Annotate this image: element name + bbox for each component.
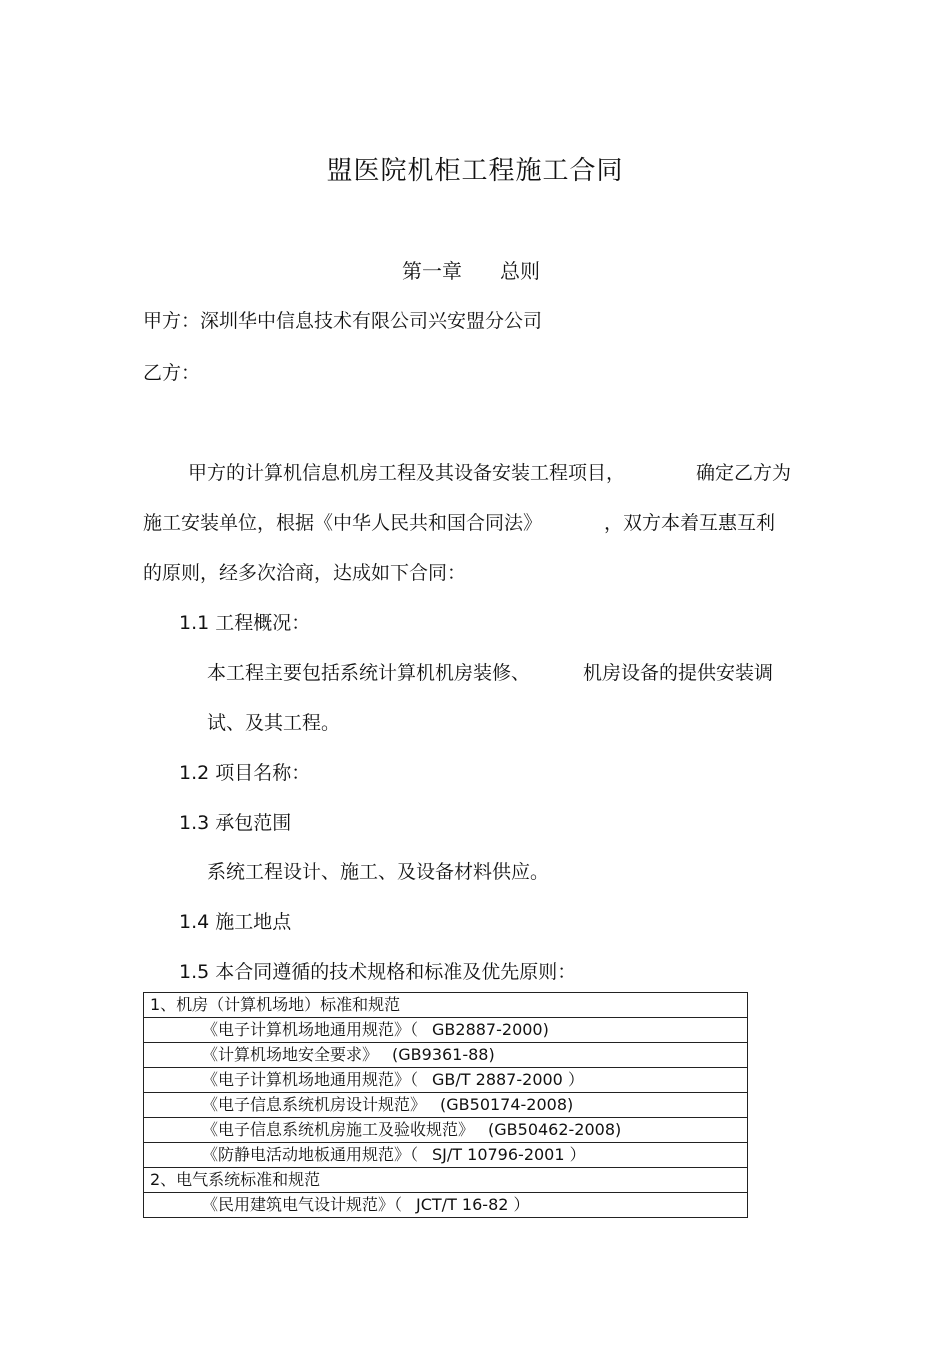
chapter-number: 第一章 <box>402 259 462 283</box>
table-group-row <box>144 1168 748 1193</box>
chapter-heading <box>402 255 540 284</box>
standard-name: 《电子计算机场地通用规范》（ <box>202 1070 419 1089</box>
section-1-5: 1.5 本合同遵循的技术规格和标准及优先原则： <box>179 961 577 983</box>
table-row <box>144 1143 748 1168</box>
standard-code: SJ/T 10796-2001 ） <box>432 1145 586 1164</box>
section-1-4: 1.4 施工地点 <box>179 911 292 933</box>
table-row <box>144 1193 748 1218</box>
table-row <box>144 1093 748 1118</box>
standard-name: 《计算机场地安全要求》 <box>202 1045 379 1064</box>
standard-code: GB/T 2887-2000 ） <box>432 1070 584 1089</box>
table-row <box>144 1043 748 1068</box>
section-1-1-body-1a: 本工程主要包括系统计算机机房装修、 <box>207 662 531 684</box>
chapter-name: 总则 <box>500 259 540 283</box>
section-1-2: 1.2 项目名称： <box>179 762 311 784</box>
intro-line-3: 的原则，经多次洽商，达成如下合同： <box>143 562 467 584</box>
table-row <box>144 1068 748 1093</box>
standard-code: (GB50462-2008) <box>488 1120 622 1139</box>
intro-line-1a: 甲方的计算机信息机房工程及其设备安装工程项目， <box>188 462 626 484</box>
standard-name: 《电子信息系统机房施工及验收规范》 <box>202 1120 475 1139</box>
group-heading: 2、电气系统标准和规范 <box>144 1168 748 1193</box>
standard-name: 《民用建筑电气设计规范》（ <box>202 1195 403 1214</box>
section-1-1: 1.1 工程概况： <box>179 612 311 634</box>
section-1-3: 1.3 承包范围 <box>179 812 292 834</box>
section-1-1-body-2: 试、及其工程。 <box>207 712 341 734</box>
document-title: 盟医院机柜工程施工合同 <box>326 156 624 186</box>
standard-code: GB2887-2000) <box>432 1020 549 1039</box>
intro-line-1b: 确定乙方为 <box>696 462 792 484</box>
party-b: 乙方： <box>143 362 201 384</box>
intro-line-2b: ，双方本着互惠互利 <box>604 512 776 534</box>
section-1-1-body-1b: 机房设备的提供安装调 <box>583 662 774 684</box>
standards-table <box>143 992 748 1218</box>
table-row <box>144 1118 748 1143</box>
standard-code: (GB50174-2008) <box>440 1095 574 1114</box>
party-a: 甲方：深圳华中信息技术有限公司兴安盟分公司 <box>143 310 543 332</box>
standard-name: 《电子计算机场地通用规范》（ <box>202 1020 419 1039</box>
standard-name: 《电子信息系统机房设计规范》 <box>202 1095 427 1114</box>
standard-code: (GB9361-88) <box>392 1045 495 1064</box>
intro-line-2a: 施工安装单位，根据《中华人民共和国合同法》 <box>143 512 543 534</box>
standard-code: JCT/T 16-82 ） <box>416 1195 530 1214</box>
group-heading: 1、机房（计算机场地）标准和规范 <box>144 993 748 1018</box>
table-group-row <box>144 993 748 1018</box>
standard-name: 《防静电活动地板通用规范》（ <box>202 1145 419 1164</box>
section-1-3-body: 系统工程设计、施工、及设备材料供应。 <box>207 861 550 883</box>
table-row <box>144 1018 748 1043</box>
